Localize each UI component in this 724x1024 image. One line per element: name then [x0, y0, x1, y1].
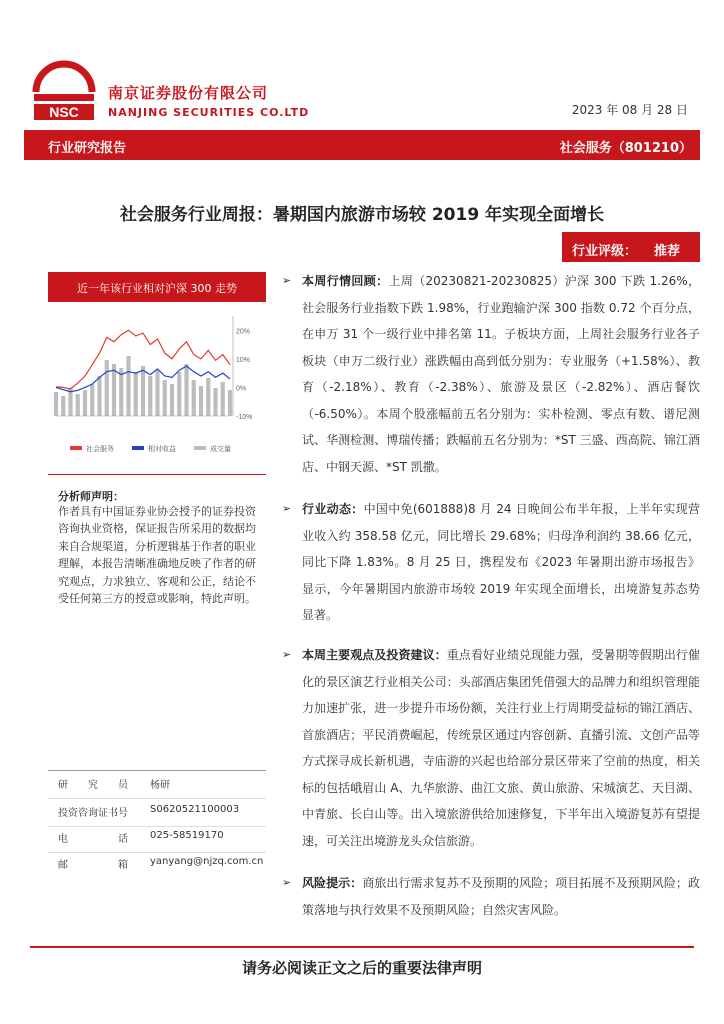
- contact-separator: [48, 798, 266, 799]
- volume-bar: [192, 380, 196, 416]
- volume-bar: [83, 390, 87, 416]
- section-text: 中国中免(601888)8 月 24 日晚间公布半年报，上半年实现营业收入约 358.58 亿元，同比增长 29.68%；归母净利润约 38.66 亿元，同比下降 1.83%。8 月 25 日，携程发布《2023 年暑期出游市场报告》显示，今年暑期国内旅游市场较 2019 年实现全面增长，出境游复苏态势显著。: [302, 502, 700, 622]
- company-name-cn: 南京证券股份有限公司: [108, 84, 269, 102]
- volume-bar: [155, 370, 159, 416]
- y-tick-label: 10%: [236, 356, 251, 364]
- volume-bar: [148, 376, 152, 416]
- logo-text: NSC: [49, 104, 79, 120]
- contact-value: yanyang@njzq.com.cn: [150, 856, 264, 867]
- volume-bar: [206, 378, 210, 416]
- disclaimer-title: 分析师声明：: [58, 490, 124, 503]
- volume-bar: [76, 394, 80, 416]
- report-type: 行业研究报告: [48, 141, 127, 156]
- contact-separator: [48, 852, 266, 853]
- volume-bar: [177, 372, 181, 416]
- volume-bar: [97, 376, 101, 416]
- legend-label: 成交量: [210, 445, 231, 453]
- volume-bar: [170, 384, 174, 416]
- contact-value: 025-58519170: [150, 830, 224, 841]
- bullet-arrow-icon: ➢: [282, 648, 292, 661]
- volume-bar: [163, 380, 167, 416]
- rating-label: 行业评级：: [572, 244, 638, 259]
- legend-swatch: [70, 446, 82, 450]
- y-tick-label: 20%: [236, 328, 251, 336]
- volume-bar: [105, 360, 109, 416]
- industry-code: 社会服务（801210）: [559, 141, 692, 156]
- bullet-arrow-icon: ➢: [282, 274, 292, 287]
- contact-value: 杨研: [150, 780, 170, 791]
- report-title: 社会服务行业周报：暑期国内旅游市场较 2019 年实现全面增长: [119, 205, 605, 225]
- section-market-review: [302, 268, 700, 480]
- y-tick-label: -10%: [236, 414, 253, 421]
- bullet-arrow-icon: ➢: [282, 502, 292, 515]
- contact-label: 电 话: [58, 834, 128, 845]
- chart-title: 近一年该行业相对沪深 300 走势: [77, 282, 237, 295]
- legend-label: 社会服务: [86, 445, 114, 453]
- volume-bar: [90, 384, 94, 416]
- report-date: 2023 年 08 月 28 日: [571, 103, 688, 117]
- section-text: 重点看好业绩兑现能力强，受暑期等假期出行催化的景区演艺行业相关公司：头部酒店集团凭借强大的品牌力和组织管理能力加速扩张，进一步提升市场份额，关注行业上行周期受益标的锦江酒店、首旅酒店；平民消费崛起，传统景区通过内容创新、直播引流、文创产品等方式探寻成长新机遇，寺庙游的兴起也给部分景区带来了空前的热度，相关标的包括峨眉山 A、九华旅游、曲江文旅、黄山旅游、宋城演艺、天目湖、中青旅、长白山等。出入境旅游供给加速修复，下半年出入境游复苏有望提速，可关注出境游龙头众信旅游。: [302, 648, 700, 848]
- y-tick-label: 0%: [236, 385, 247, 393]
- footer-divider: [30, 946, 694, 948]
- section-heading: 风险提示：: [302, 876, 363, 890]
- contact-label: 投资咨询证书号: [58, 808, 128, 819]
- legend-label: 相对收益: [148, 445, 176, 453]
- company-logo: [30, 58, 98, 126]
- contact-separator: [48, 826, 266, 827]
- chart-divider: [48, 474, 266, 475]
- contact-row-phone: [58, 830, 266, 858]
- section-text: 商旅出行需求复苏不及预期的风险；项目拓展不及预期风险；政策落地与执行效果不及预期风险；自然灾害风险。: [302, 876, 700, 917]
- volume-bar: [213, 388, 217, 416]
- legend-swatch: [132, 446, 144, 450]
- rating-value: 推荐: [654, 244, 681, 259]
- volume-bar: [228, 390, 232, 416]
- section-risk: [302, 870, 700, 923]
- volume-bar: [221, 382, 225, 416]
- contact-label: 研 究 员: [58, 780, 128, 791]
- volume-bar: [126, 356, 130, 416]
- contact-row-license: [58, 804, 266, 832]
- legend-swatch: [194, 446, 206, 450]
- company-name-en: NANJING SECURITIES CO.LTD: [108, 106, 310, 119]
- contact-value: S0620521100003: [150, 804, 240, 815]
- section-heading: 行业动态：: [302, 502, 364, 516]
- disclaimer-body: 作者具有中国证券业协会授予的证券投资咨询执业资格，保证报告所采用的数据均来自合规渠道，分析逻辑基于作者的职业理解，本报告清晰准确地反映了作者的研究观点，力求独立、客观和公正，结论不受任何第三方的授意或影响，特此声明。: [58, 505, 256, 606]
- bullet-arrow-icon: ➢: [282, 876, 292, 889]
- section-industry-news: [302, 496, 700, 629]
- volume-bar: [61, 396, 65, 416]
- trend-chart: [48, 306, 266, 460]
- footer-legal-notice: 请务必阅读正文之后的重要法律声明: [241, 959, 482, 977]
- volume-bar: [54, 392, 58, 416]
- contact-row-email: [58, 856, 266, 884]
- volume-bar: [134, 372, 138, 416]
- volume-bar: [141, 366, 145, 416]
- section-heading: 本周主要观点及投资建议：: [302, 648, 447, 662]
- contact-divider: [48, 770, 266, 771]
- contact-row-analyst: [58, 776, 266, 804]
- volume-bar: [184, 364, 188, 416]
- volume-bar: [199, 386, 203, 416]
- contact-label: 邮 箱: [58, 860, 128, 871]
- section-heading: 本周行情回顾：: [302, 274, 389, 288]
- section-text: 上周（20230821-20230825）沪深 300 下跌 1.26%，社会服务行业指数下跌 1.98%，行业跑输沪深 300 指数 0.72 个百分点，在申万 31 个一级行业中排名第 11。子板块方面，上周社会服务行业各子板块（申万二级行业）涨跌幅由高到低分别为：专业服务（+1.58%）、教育（-2.18%）、教育（-2.38%）、旅游及景区（-2.82%）、酒店餐饮（-6.50%）。本周个股涨幅前五名分别为：实朴检测、零点有数、谱尼测试、华测检测、博瑞传播；跌幅前五名分别为：*ST 三盛、西高院、锦江酒店、中钢天源、*ST 凯撒。: [302, 274, 700, 474]
- section-investment-view: [302, 642, 700, 854]
